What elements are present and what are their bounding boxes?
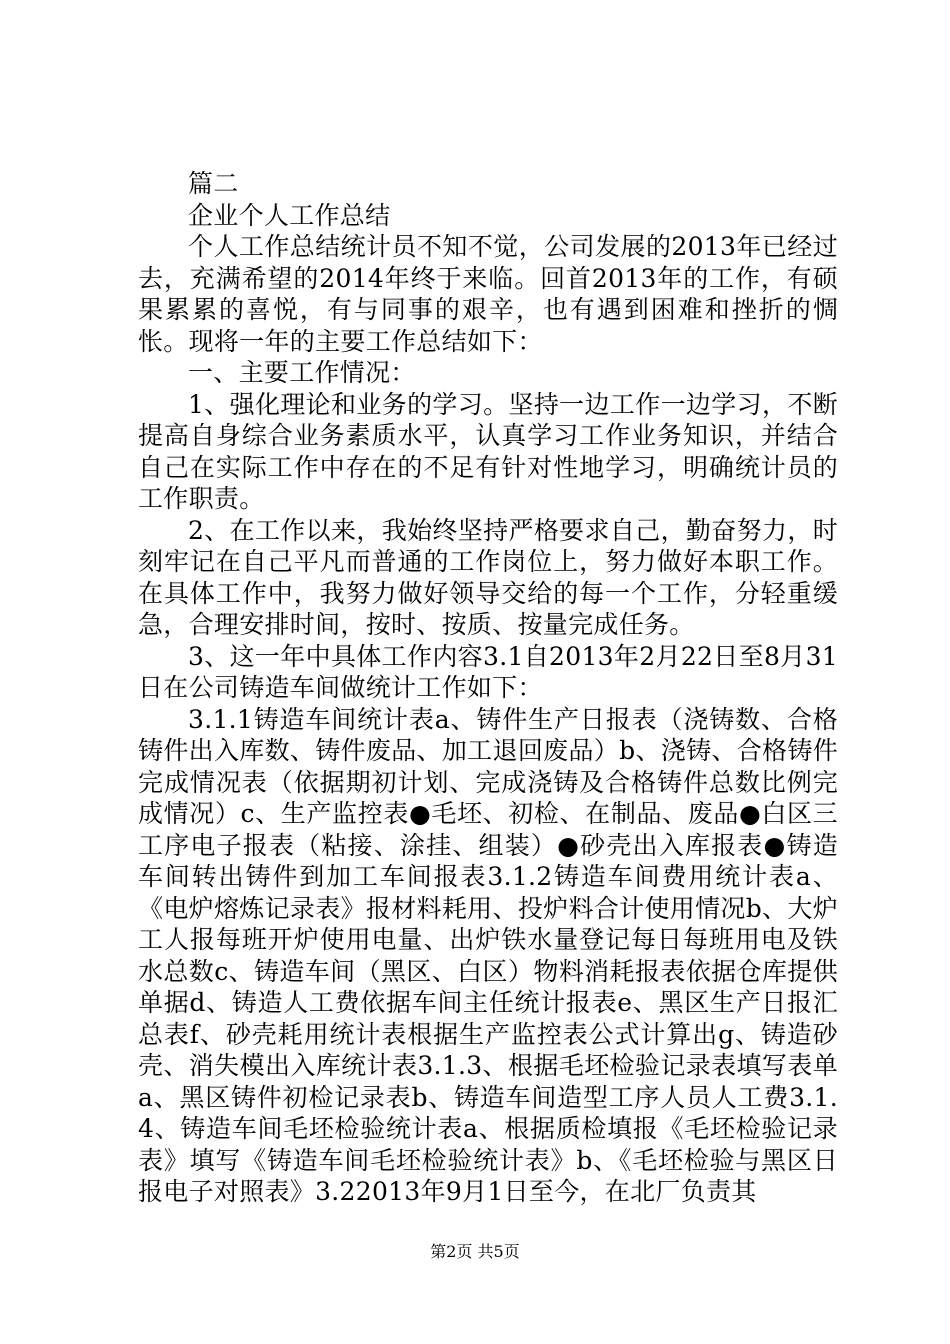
section-label: 篇二 <box>188 169 239 198</box>
paragraph-item-3-details: 3.1.1铸造车间统计表a、铸件生产日报表（浇铸数、合格铸件出入库数、铸件废品、加工退回废品）b、浇铸、合格铸件完成情况表（依据期初计划、完成浇铸及合格铸件总数比例完成情况）c、生产监控表●毛坯、初检、在制品、废品●白区三工序电子报表（粘接、涂挂、组装）●砂壳出入库报表●铸造车间转出铸件到加工车间报表3.1.2铸造车间费用统计表a、《电炉熔炼记录表》报材料耗用、投炉料合计使用情况b、大炉工人报每班开炉使用电量、出炉铁水量登记每日每班用电及铁水总数c、铸造车间（黑区、白区）物料消耗报表依据仓库提供单据d、铸造人工费依据车间主任统计报表e、黑区生产日报汇总表f、砂壳耗用统计表根据生产监控表公式计算出g、铸造砂壳、消失模出入库统计表3.1.3、根据毛坯检验记录表填写表单a、黑区铸件初检记录表b、铸造车间造型工序人员人工费3.1.4、铸造车间毛坯检验统计表a、根据质检填报《毛坯检验记录表》填写《铸造车间毛坯检验统计表》b、《毛坯检验与黑区日报电子对照表》3.22013年9月1日至今，在北厂负责其 <box>138 704 838 1206</box>
paragraph-section-heading: 一、主要工作情况： <box>188 358 416 387</box>
paragraph-item-3: 3、这一年中具体工作内容3.1自2013年2月22日至8月31日在公司铸造车间做统计工作如下： <box>138 641 838 702</box>
paragraph-item-1: 1、强化理论和业务的学习。坚持一边工作一边学习，不断提高自身综合业务素质水平，认真学习工作业务知识，并结合自己在实际工作中存在的不足有针对性地学习，明确统计员的工作职责。 <box>138 389 838 513</box>
document-body <box>138 168 838 1208</box>
document-title: 企业个人工作总结 <box>188 200 391 230</box>
paragraph-intro: 个人工作总结统计员不知不觉，公司发展的2013年已经过去，充满希望的2014年终于来临。回首2013年的工作，有硕果累累的喜悦，有与同事的艰辛，也有遇到困难和挫折的惆怅。现将一年的主要工作总结如下： <box>138 232 838 356</box>
paragraph-item-2: 2、在工作以来，我始终坚持严格要求自己，勤奋努力，时刻牢记在自己平凡而普通的工作岗位上，努力做好本职工作。在具体工作中，我努力做好领导交给的每一个工作，分轻重缓急，合理安排时间，按时、按质、按量完成任务。 <box>138 515 838 639</box>
page-number-footer: 第2页 共5页 <box>430 1242 520 1261</box>
